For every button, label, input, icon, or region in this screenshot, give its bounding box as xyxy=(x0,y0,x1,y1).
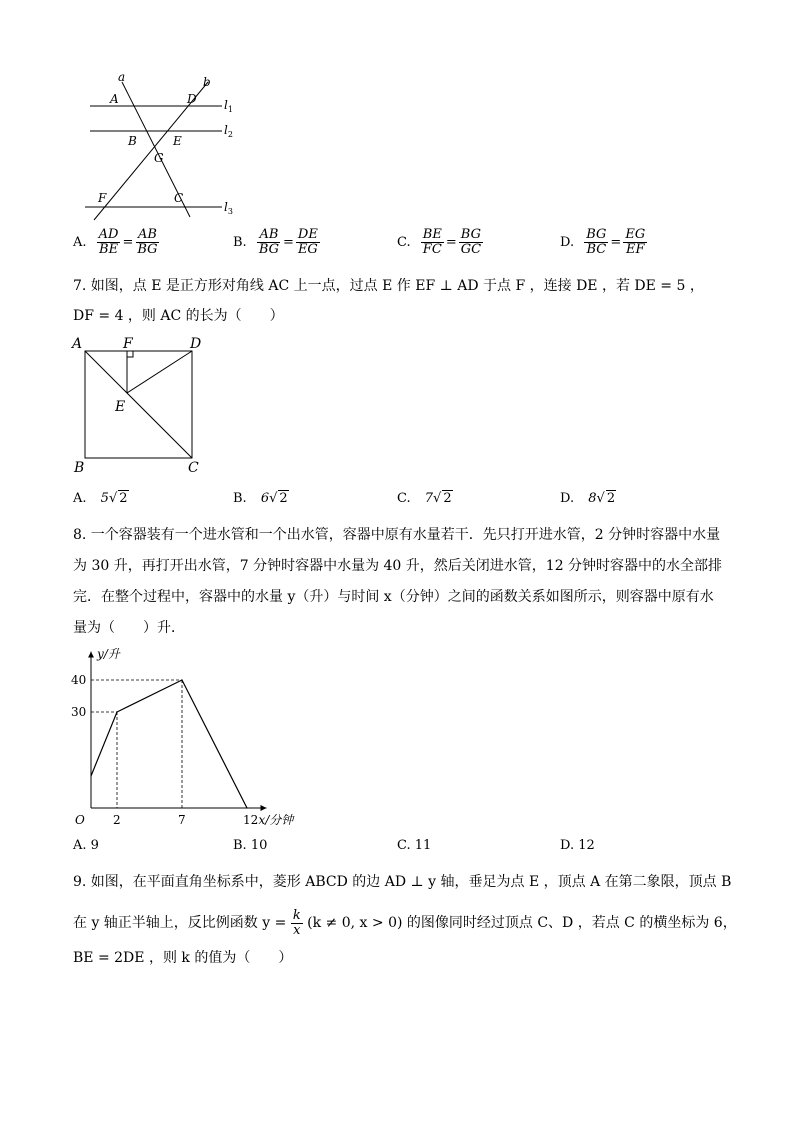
x-tick-label: 2 xyxy=(113,813,121,827)
y-tick-label: 40 xyxy=(71,673,87,687)
q8-text-line1: 8. 一个容器装有一个进水管和一个出水管，容器中原有水量若干．先只打开进水管，2 分钟时容器中水量 xyxy=(73,527,721,543)
diagonal-ac xyxy=(85,351,192,458)
q7-option-d[interactable]: D. 8√ 2 xyxy=(560,491,616,506)
label-l1: $l_1$ xyxy=(224,98,233,114)
q8-text-line3: 完．在整个过程中，容器中的水量 y（升）与时间 x（分钟）之间的函数关系如图所示，则容器中原有水 xyxy=(73,589,714,605)
label-B: B xyxy=(74,460,85,475)
q6-option-d[interactable]: D. $\frac{BG}{BC}$ = $\frac{EG}{EF}$ xyxy=(560,227,646,257)
data-point xyxy=(246,807,247,808)
q8-option-a[interactable]: A. 9 xyxy=(73,838,99,853)
label-l2: $l_2$ xyxy=(224,123,233,139)
label-E: E xyxy=(173,134,182,148)
y-tick-label: 30 xyxy=(71,705,87,719)
q8-option-b[interactable]: B. 10 xyxy=(233,838,268,853)
label-A: A xyxy=(72,336,83,352)
x-tick-label: 12 xyxy=(243,813,259,827)
water-volume-chart xyxy=(65,640,300,830)
data-point xyxy=(181,679,182,680)
label-C: C xyxy=(188,460,199,475)
label-D: D xyxy=(187,92,197,106)
label-G: G xyxy=(154,151,164,165)
label-b: b xyxy=(203,75,211,89)
x-tick-label: 7 xyxy=(178,813,186,827)
square-figure xyxy=(70,333,210,475)
label-D: D xyxy=(190,336,202,352)
q7-text-line2: DF = 4 ，则 AC 的长为（ ） xyxy=(73,308,284,324)
label-F: F xyxy=(123,336,133,352)
q7-option-c[interactable]: C. 7√ 2 xyxy=(397,491,452,506)
q6-option-c[interactable]: C. $\frac{BE}{FC}$ = $\frac{BG}{GC}$ xyxy=(397,227,482,257)
data-point xyxy=(90,775,91,776)
q9-text-line2: 在 y 轴正半轴上，反比例函数 y = $\frac{k}{x}$ (k ≠ 0, x > 0) 的图像同时经过顶点 C、D ，若点 C 的横坐标为 6， xyxy=(73,907,737,938)
y-axis-label: y/升 xyxy=(97,647,120,661)
label-A: A xyxy=(110,92,119,106)
q9-text-line3: BE = 2DE ，则 k 的值为（ ） xyxy=(73,950,293,966)
q8-text-line2: 为 30 升，再打开出水管，7 分钟时容器中水量为 40 升，然后关闭进水管，12 分钟时容器中的水全部排 xyxy=(73,558,723,574)
q9-line2-start: 在 y 轴正半轴上，反比例函数 y = xyxy=(73,915,287,931)
segment-de xyxy=(127,351,192,393)
origin-label: O xyxy=(75,813,85,827)
q8-option-d[interactable]: D. 12 xyxy=(560,838,595,853)
q9-text-line1: 9. 如图，在平面直角坐标系中，菱形 ABCD 的边 AD ⊥ y 轴，垂足为点 E ，顶点 A 在第二象限，顶点 B xyxy=(73,874,732,890)
label-B: B xyxy=(128,134,137,148)
label-F: F xyxy=(98,191,107,205)
q7-option-b[interactable]: B. 6√ 2 xyxy=(233,491,288,506)
q8-option-c[interactable]: C. 11 xyxy=(397,838,432,853)
label-a: a xyxy=(118,70,126,84)
label-l3: $l_3$ xyxy=(224,200,233,216)
parallel-lines-figure xyxy=(80,70,250,225)
q7-text-line1: 7. 如图，点 E 是正方形对角线 AC 上一点，过点 E 作 EF ⊥ AD 于点 F ，连接 DE ，若 DE = 5 ， xyxy=(73,278,704,294)
q8-text-line4: 量为（ ）升． xyxy=(73,620,185,636)
series-line xyxy=(91,680,247,808)
q7-option-a[interactable]: A. 5√ 2 xyxy=(73,491,128,506)
x-axis-label: x/分钟 xyxy=(258,813,294,827)
label-C: C xyxy=(174,191,184,205)
q6-option-a[interactable]: A. $\frac{AD}{BE}$ = $\frac{AB}{BG}$ xyxy=(73,227,158,257)
label-E: E xyxy=(115,399,126,415)
data-point xyxy=(116,711,117,712)
q6-option-b[interactable]: B. $\frac{AB}{BG}$ = $\frac{DE}{EG}$ xyxy=(233,227,318,257)
q9-line2-end: (k ≠ 0, x > 0) 的图像同时经过顶点 C、D ，若点 C 的横坐标为 6， xyxy=(307,915,737,931)
